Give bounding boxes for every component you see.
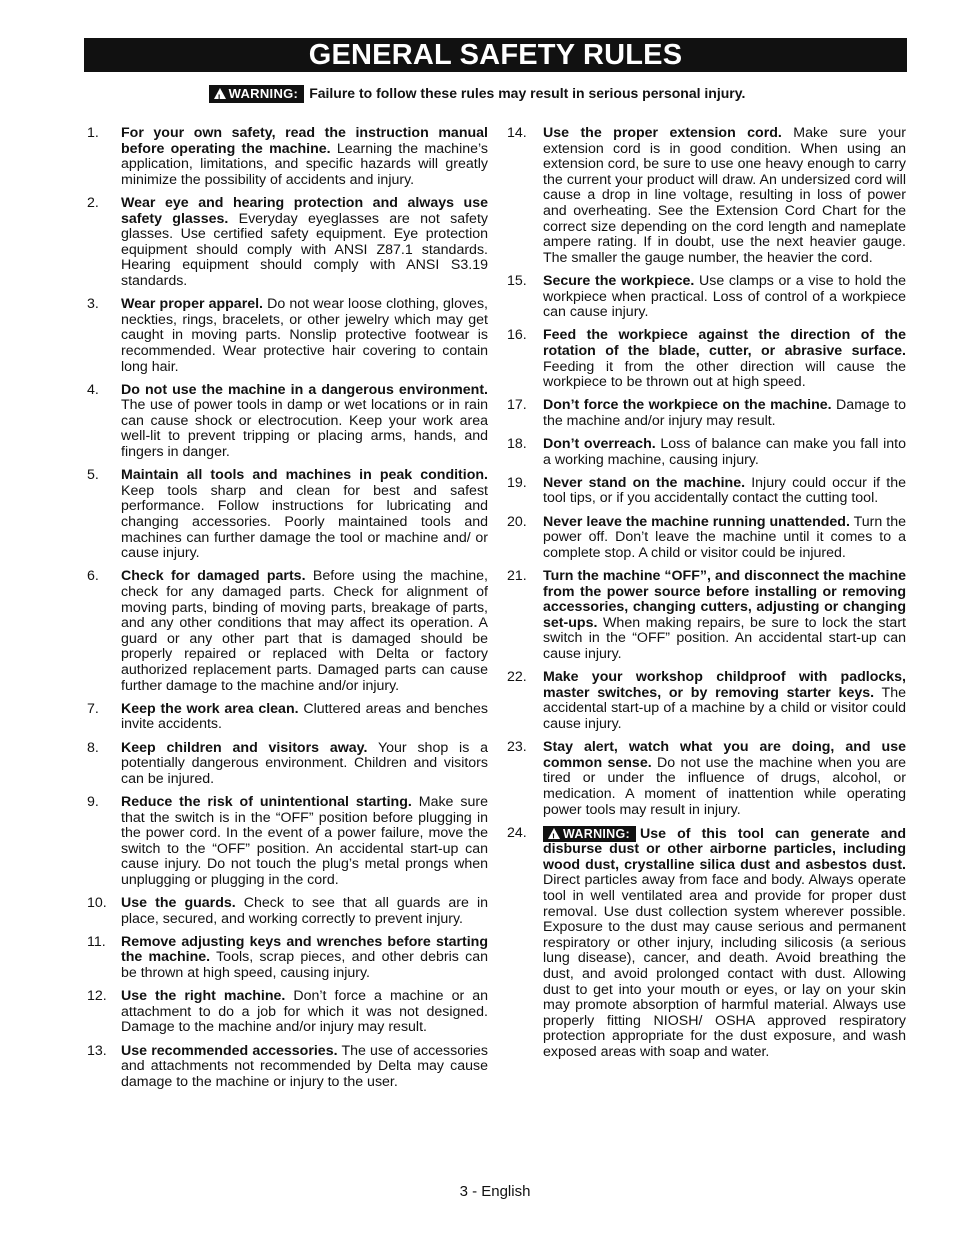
list-item	[84, 126, 488, 188]
item-body: Before using the machine, check for any damaged parts. Check for alignment of moving parts, binding of moving parts, breakage of parts, and any other conditions that may affect its operation. A guard or any other part that is damaged should be properly repaired or replaced with Delta or factory authorized replacement parts. Damaged parts can cause further damage to the machine and/or injury.	[121, 568, 488, 694]
item-lead: Keep the work area clean.	[121, 700, 299, 717]
item-lead: Make your workshop childproof with padlocks, master switches, or by removing starter keys.	[543, 669, 906, 701]
warning-text: Failure to follow these rules may result in serious personal injury.	[309, 85, 746, 101]
item-lead: Turn the machine “OFF”, and disconnect the machine from the power source before installing or removing accessories, changing cutters, adjusting or changing set-ups.	[543, 568, 906, 631]
item-body: Use clamps or a vise to hold the workpiece when practical. Loss of control of a workpiece can cause injury.	[543, 272, 906, 321]
item-number: 19.	[507, 474, 527, 491]
item-lead: Stay alert, watch what you are doing, and use common sense.	[543, 739, 906, 771]
warning-badge-label: WARNING:	[563, 826, 630, 841]
warning-triangle-icon	[548, 828, 560, 839]
item-number: 10.	[87, 895, 107, 912]
list-item	[506, 826, 906, 1061]
item-lead: Secure the workpiece.	[543, 272, 695, 289]
item-number: 2.	[87, 194, 99, 211]
list-item	[84, 1044, 488, 1091]
item-lead: Use the proper extension cord.	[543, 125, 782, 141]
item-lead: Wear proper apparel.	[121, 296, 263, 313]
item-number: 12.	[87, 988, 107, 1005]
list-item	[84, 896, 488, 927]
item-number: 23.	[507, 739, 527, 756]
item-lead: Don’t force the workpiece on the machine.	[543, 397, 832, 414]
item-number: 17.	[507, 397, 527, 414]
item-number: 15.	[507, 272, 527, 289]
item-lead: Remove adjusting keys and wrenches before starting the machine.	[121, 933, 488, 966]
warning-badge-label: WARNING:	[228, 86, 299, 102]
list-item	[506, 398, 906, 429]
item-body: The use of accessories and attachments not recommended by Delta may cause damage to the machine or injury to the user.	[121, 1042, 488, 1090]
page-footer: 3 - English	[459, 1183, 531, 1200]
item-body: Tools, scrap pieces, and other debris can be thrown at high speed, causing injury.	[121, 949, 488, 982]
item-number: 1.	[87, 125, 99, 141]
item-lead: Use of this tool can generate and disburse dust or other airborne particles, including wood dust, crystalline silica dust and asbestos dust.	[543, 825, 906, 873]
item-lead: Do not use the machine in a dangerous environment.	[121, 381, 488, 398]
warning-banner	[0, 82, 954, 104]
item-number: 24.	[507, 824, 527, 841]
item-number: 21.	[507, 568, 527, 584]
item-number: 18.	[507, 436, 527, 453]
list-item	[506, 476, 906, 507]
right-column	[506, 126, 906, 1068]
list-item	[84, 935, 488, 982]
item-body: Everyday eyeglasses are not safety glasses. Use certified safety equipment. Eye protection equipment should comply with ANSI Z87.1 standards. Hearing equipment should comply with ANSI S3.19 standards.	[121, 210, 488, 289]
item-number: 5.	[87, 467, 99, 484]
item-body: Do not use the machine when you are tired or under the influence of drugs, alcohol, or medication. A moment of inattention while operating power tools may result in injury.	[543, 754, 907, 818]
item-number: 4.	[87, 381, 99, 398]
item-number: 13.	[87, 1042, 107, 1059]
list-item	[506, 670, 906, 732]
item-lead: Keep children and visitors away.	[121, 739, 368, 756]
item-body: Damage to the machine and/or injury may result.	[543, 397, 906, 429]
item-lead: Check for damaged parts.	[121, 568, 306, 585]
list-item	[84, 989, 488, 1036]
page-title: GENERAL SAFETY RULES	[84, 38, 907, 72]
item-body: Do not wear loose clothing, gloves, neckties, rings, bracelets, or other jewelry which may get caught in moving parts. Nonslip protective footwear is recommended. Wear protective hair covering to contain long hair.	[121, 296, 488, 375]
item-number: 7.	[87, 700, 99, 717]
list-item	[506, 274, 906, 321]
item-lead: For your own safety, read the instruction manual before operating the machine.	[121, 125, 488, 157]
list-item	[84, 569, 488, 694]
warning-badge	[209, 85, 305, 103]
item-body: Make sure your extension cord is in good condition. When using an extension cord, be sure to use one heavy enough to carry the current your product will draw. An undersized cord will cause a drop in line voltage, resulting in loss of power and overheating. See the Extension Cord Chart for the correct size depending on the cord length and nameplate ampere rating. If in doubt, use the next heavier gauge. The smaller the gauge number, the heavier the cord.	[543, 125, 906, 266]
list-item	[506, 437, 906, 468]
item-body: Make sure that the switch is in the “OFF” position before plugging in the power cord. In the event of a power failure, move the switch to the “OFF” position. An accidental start-up can cause injury. Do not touch the plug’s metal prongs when unplugging or plugging in the cord.	[121, 793, 488, 888]
item-body: Direct particles away from face and body. Always operate tool in well ventilated area and provide for proper dust removal. Use dust collection system wherever possible. Exposure to the dust may cause serious and permanent respiratory or other injury, including silicosis (a serious lung disease), cancer, and death. Avoid breathing the dust, and avoid prolonged contact with dust. Allowing dust to get into your mouth or eyes, or lay on your skin may promote absorption of harmful material. Always use properly fitting NIOSH/ OSHA approved respiratory protection appropriate for the dust exposure, and wash exposed areas with soap and water.	[543, 872, 906, 1060]
left-column	[84, 126, 488, 1098]
list-item	[84, 297, 488, 375]
item-number: 14.	[507, 125, 527, 141]
item-number: 3.	[87, 296, 99, 313]
item-lead: Use the right machine.	[121, 988, 286, 1005]
item-lead: Use recommended accessories.	[121, 1042, 338, 1059]
list-item	[84, 795, 488, 889]
item-body: When making repairs, be sure to lock the start switch in the “OFF” position. An accidental start-up can cause injury.	[543, 614, 906, 662]
list-item	[84, 741, 488, 788]
item-number: 6.	[87, 568, 99, 585]
item-lead: Never leave the machine running unattended.	[543, 513, 850, 530]
item-body: Turn the power off. Don’t leave the machine until it comes to a complete stop. A child or visitor could be injured.	[543, 513, 906, 561]
item-lead: Never stand on the machine.	[543, 474, 746, 491]
item-number: 11.	[87, 933, 106, 950]
item-lead: Don’t overreach.	[543, 436, 656, 453]
list-item	[506, 126, 906, 266]
item-body: Feeding it from the other direction will cause the workpiece to be thrown out at high speed.	[543, 358, 906, 391]
list-item	[84, 702, 488, 733]
list-item	[84, 468, 488, 562]
item-body: Keep tools sharp and clean for best and safest performance. Follow instructions for lubricating and changing accessories. Poorly maintained tools and machines can further damage the tool or machine and/ or cause injury.	[121, 482, 488, 562]
item-body: Injury could occur if the tool tips, or if you accidentally contact the cutting tool.	[543, 474, 907, 507]
item-lead: Wear eye and hearing protection and always use safety glasses.	[121, 194, 488, 227]
item-lead: Maintain all tools and machines in peak condition.	[121, 467, 488, 484]
item-body: Your shop is a potentially dangerous environment. Children and visitors can be injured.	[121, 739, 488, 787]
item-number: 20.	[507, 513, 527, 530]
warning-triangle-icon	[214, 88, 226, 99]
warning-badge	[543, 826, 636, 842]
item-body: The accidental start-up of a machine by a child or visitor could cause injury.	[543, 684, 907, 732]
list-item	[84, 383, 488, 461]
list-item	[506, 740, 906, 818]
item-number: 9.	[87, 793, 99, 810]
list-item	[506, 328, 906, 390]
item-lead: Use the guards.	[121, 895, 236, 912]
item-body: Check to see that all guards are in place, secured, and working correctly to prevent injury.	[121, 895, 488, 927]
item-body: Learning the machine’s application, limitations, and specific hazards will greatly minimize the possibility of accidents and injury.	[121, 140, 488, 188]
list-item	[506, 515, 906, 562]
item-body: The use of power tools in damp or wet locations or in rain can cause shock or electrocution. Keep your work area well-lit to prevent tripping or placing arms, hands, and fingers in danger.	[121, 397, 488, 461]
item-lead: Reduce the risk of unintentional starting.	[121, 793, 412, 810]
item-lead: Feed the workpiece against the direction of the rotation of the blade, cutter, or abrasive surface.	[543, 327, 906, 359]
item-body: Don’t force a machine or an attachment to do a job for which it was not designed. Damage to the machine and/or injury may result.	[121, 988, 488, 1036]
item-body: Cluttered areas and benches invite accidents.	[121, 700, 488, 733]
item-number: 8.	[87, 739, 99, 756]
item-body: Loss of balance can make you fall into a working machine, causing injury.	[543, 436, 906, 468]
item-number: 22.	[507, 669, 527, 686]
item-number: 16.	[507, 327, 527, 344]
list-item	[84, 196, 488, 290]
list-item	[506, 569, 906, 663]
